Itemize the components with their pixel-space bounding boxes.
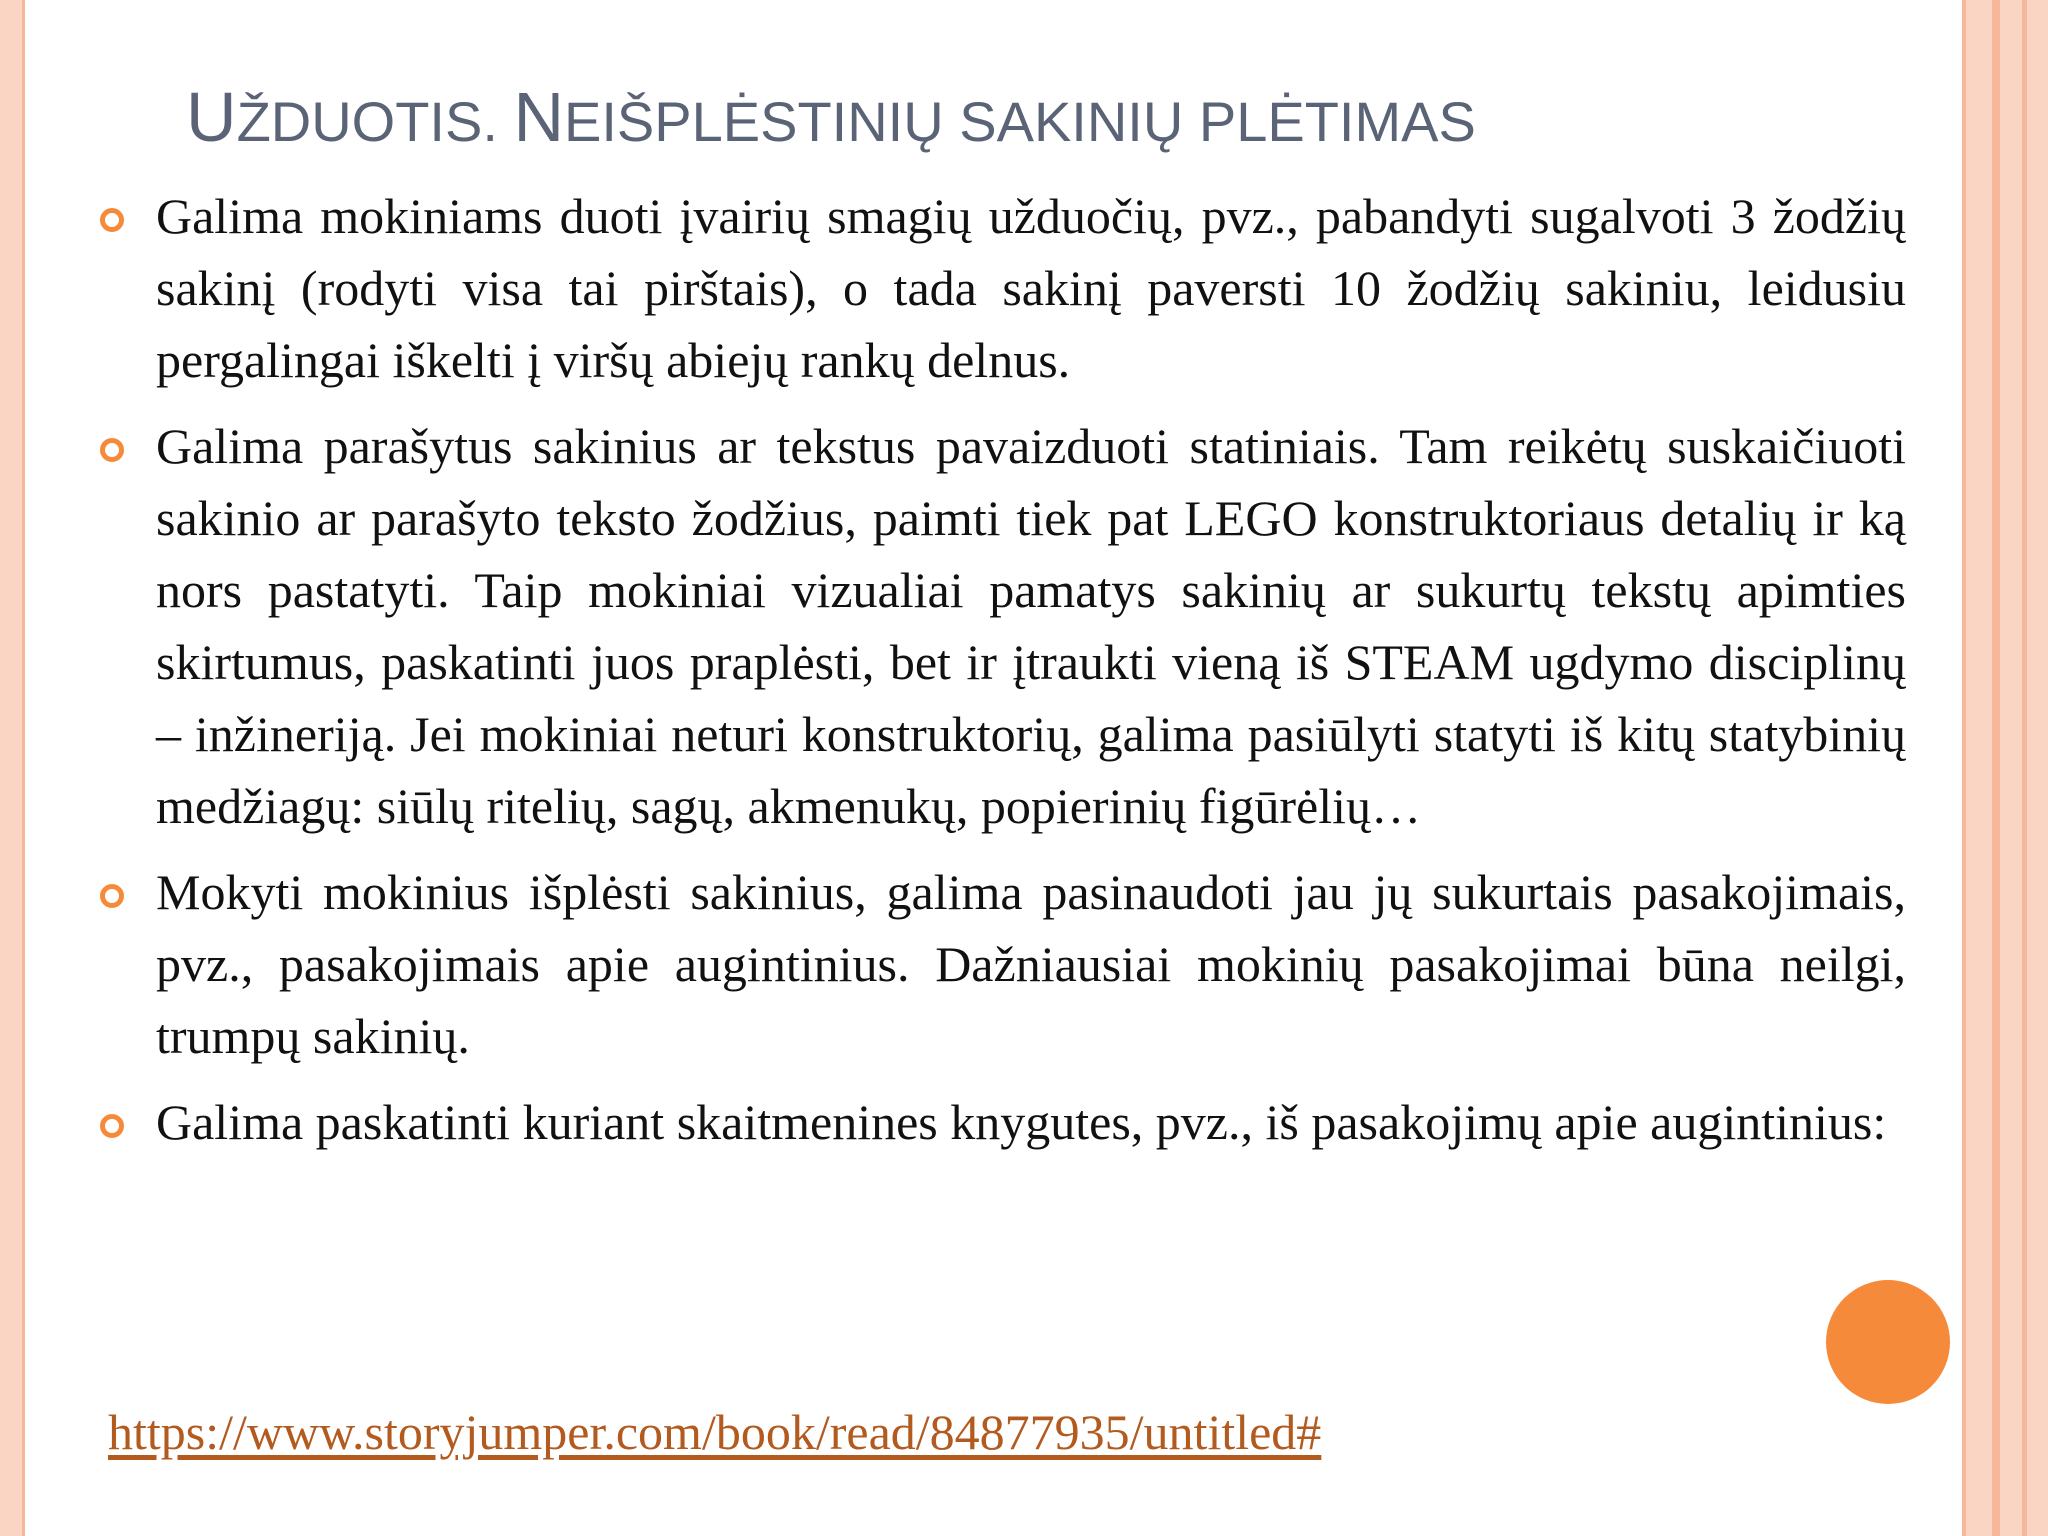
bullet-text-4: Galima paskatinti kuriant skaitmenines knygutes, pvz., iš pasakojimų apie augintinius:: [156, 1094, 1887, 1150]
title-initial-2: N: [513, 78, 565, 156]
bullet-item-3: [100, 856, 1906, 1072]
ring-bullet-icon: [100, 208, 124, 232]
title-part-1: ŽDUOTIS.: [236, 90, 514, 153]
bullet-text-3: Mokyti mokinius išplėsti sakinius, galima pasinaudoti jau jų sukurtais pasakojimais, pvz., pasakojimais apie augintinius. Dažniausiai mokinių pasakojimai būna neilgi, trumpų sakinių.: [156, 864, 1906, 1064]
bullet-item-1: [100, 180, 1906, 396]
bullet-list: [100, 180, 1906, 1172]
left-border-strip: [0, 0, 22, 1536]
bullet-text-2: Galima parašytus sakinius ar tekstus pavaizduoti statiniais. Tam reikėtų suskaičiuoti sakinio ar parašyto teksto žodžius, paimti tiek pat LEGO konstruktoriaus detalių ir ką nors pastatyti. Taip mokiniai vizualiai pamatys sakinių ar sukurtų tekstų apimties skirtumus, paskatinti juos praplėsti, bet ir įtraukti vieną iš STEAM ugdymo disciplinų – inžineriją. Jei mokiniai neturi konstruktorių, galima pasiūlyti statyti iš kitų statybinių medžiagų: siūlų ritelių, sagų, akmenukų, popierinių figūrėlių…: [156, 418, 1906, 834]
right-border-strip-3: [2027, 0, 2048, 1536]
ring-bullet-icon: [100, 438, 124, 462]
bullet-item-4: [100, 1086, 1906, 1158]
ring-bullet-icon: [100, 1114, 124, 1138]
bullet-text-1: Galima mokiniams duoti įvairių smagių užduočių, pvz., pabandyti sugalvoti 3 žodžių sakinį (rodyti visa tai pirštais), o tada sakinį paversti 10 žodžių sakiniu, leidusiu pergalingai iškelti į viršų abiejų rankų delnus.: [156, 188, 1906, 388]
orange-circle-decoration: [1826, 1280, 1950, 1404]
right-border-strip-1: [1966, 0, 1992, 1536]
slide-title: [186, 72, 1886, 167]
bullet-item-2: [100, 410, 1906, 842]
ring-bullet-icon: [100, 884, 124, 908]
storyjumper-link[interactable]: https://www.storyjumper.com/book/read/84877935/untitled#: [108, 1404, 1322, 1460]
left-border-line: [22, 0, 25, 1536]
title-initial-1: U: [186, 78, 237, 156]
title-part-2: EIŠPLĖSTINIŲ SAKINIŲ PLĖTIMAS: [564, 90, 1476, 153]
right-border-strip-2: [2000, 0, 2022, 1536]
right-border-line-2: [1992, 0, 2000, 1536]
